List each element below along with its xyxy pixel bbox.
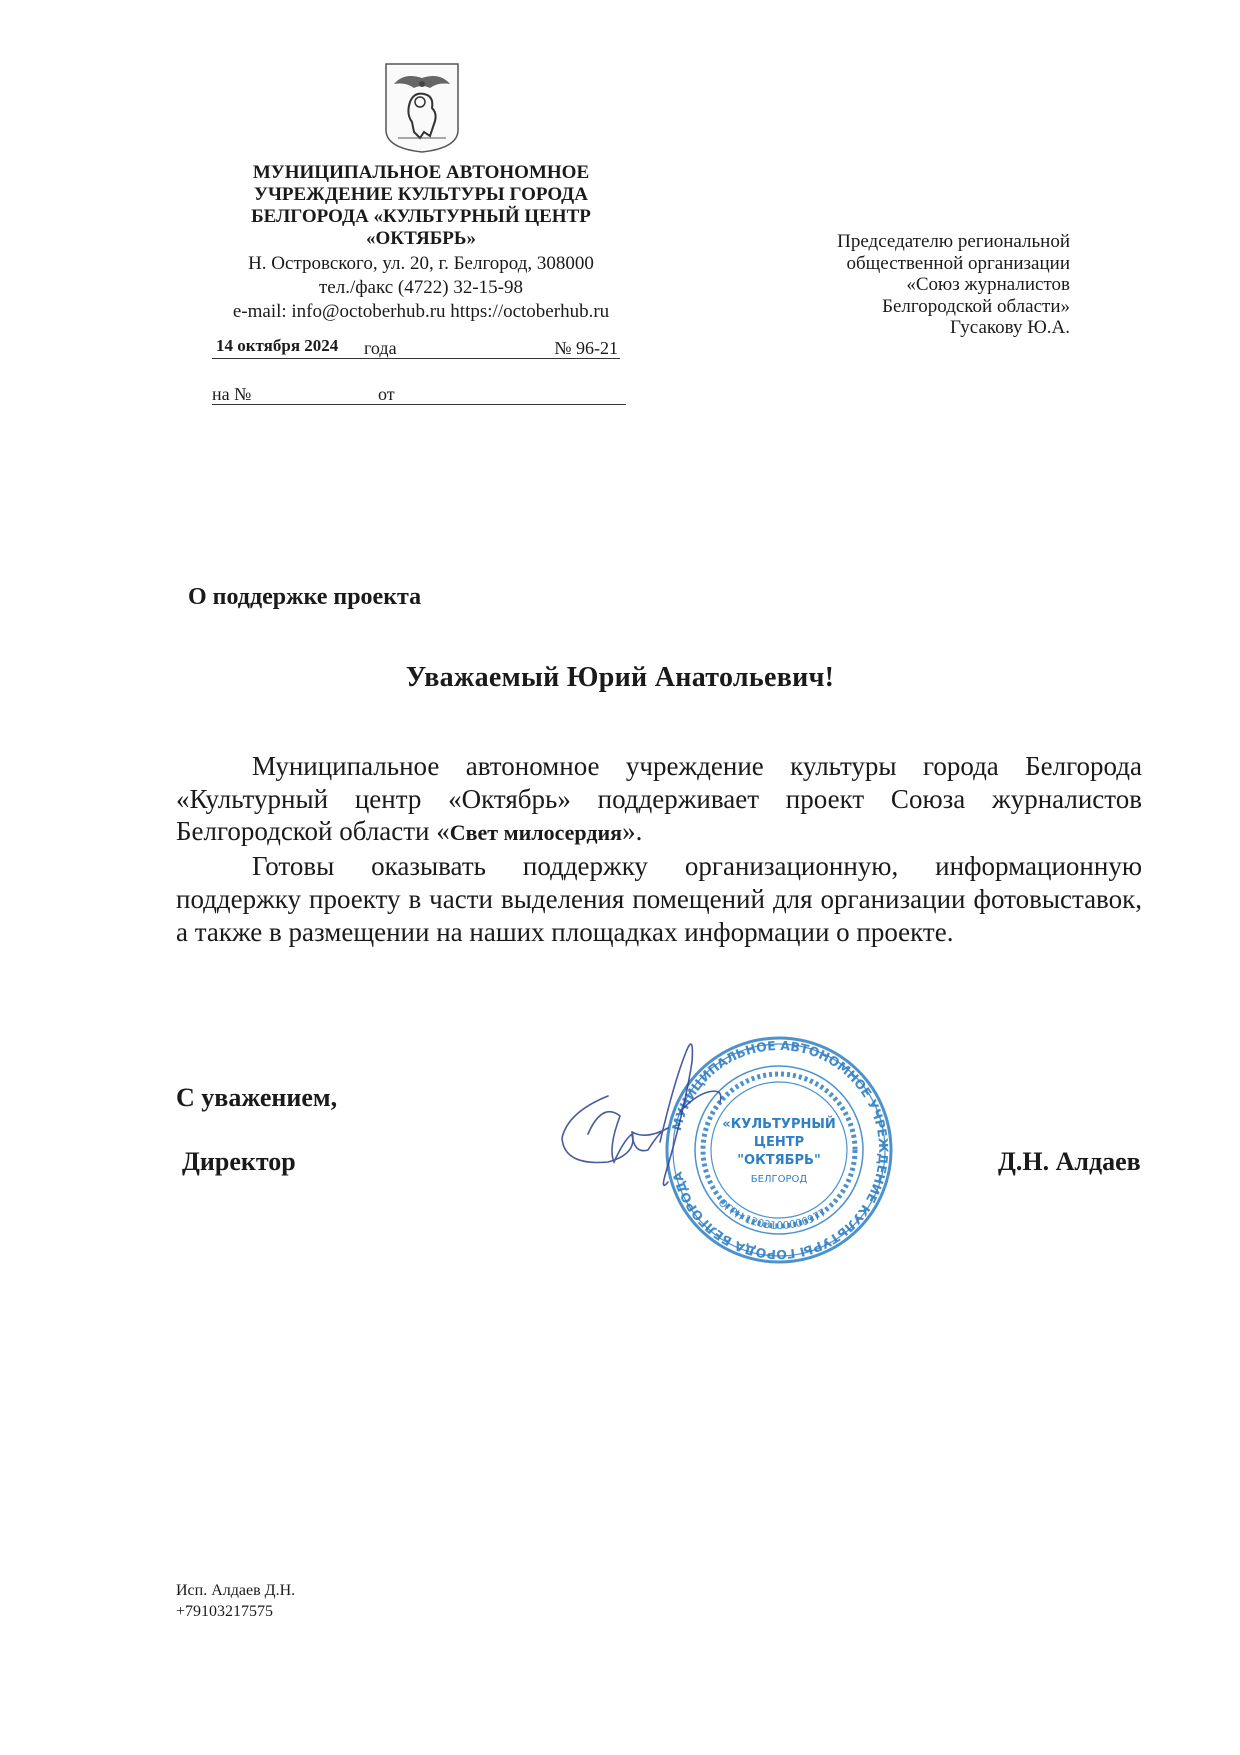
org-name-line: УЧРЕЖДЕНИЕ КУЛЬТУРЫ ГОРОДА — [254, 184, 588, 205]
letter-number: № 96-21 — [554, 338, 618, 358]
letter-subject: О поддержке проекта — [188, 584, 422, 610]
executor-name: Исп. Алдаев Д.Н. — [176, 1582, 296, 1599]
addressee-line: Председателю региональной — [837, 231, 1070, 252]
signature-icon — [548, 1022, 748, 1202]
body-paragraph-1 — [176, 750, 1142, 850]
reference-number-label: на № — [212, 384, 252, 404]
stamp-center-line-3: "ОКТЯБРЬ" — [737, 1153, 821, 1168]
body-p1-text: Муниципальное автономное учреждение культуры города Белгорода «Культурный центр «Октябрь» поддерживает проект Союза журналистов Белгородской области « — [176, 751, 1142, 847]
org-name-line: «ОКТЯБРЬ» — [366, 228, 476, 249]
addressee-line: Белгородской области» — [882, 295, 1070, 317]
project-name: Свет милосердия — [449, 820, 623, 846]
stamp-ogrn: ОГРН 1203100006977 — [715, 1196, 829, 1232]
signatory-position: Директор — [182, 1147, 296, 1176]
org-address: Н. Островского, ул. 20, г. Белгород, 308000 — [248, 253, 594, 274]
salutation: Уважаемый Юрий Анатольевич! — [405, 662, 835, 693]
org-email-web: e-mail: info@octoberhub.ru https://octoberhub.ru — [232, 301, 610, 322]
coat-of-arms-icon — [384, 62, 460, 154]
registration-line — [212, 334, 620, 359]
executor-phone: +79103217575 — [176, 1603, 274, 1620]
letter-date: 14 октября 2024 — [216, 336, 339, 355]
addressee-line: Гусакову Ю.А. — [950, 317, 1070, 338]
org-name-line: БЕЛГОРОДА «КУЛЬТУРНЫЙ ЦЕНТР — [251, 206, 591, 227]
body-p1-end: ». — [622, 816, 643, 847]
stamp-center-line-2: ЦЕНТР — [753, 1135, 805, 1150]
closing-regards: С уважением, — [176, 1083, 338, 1112]
addressee-line: общественной организации — [846, 252, 1070, 274]
addressee-line: «Союз журналистов — [906, 274, 1070, 295]
letter-body — [176, 750, 1142, 948]
stamp-city: БЕЛГОРОД — [750, 1174, 808, 1185]
reference-from-label: от — [378, 384, 395, 404]
addressee — [770, 231, 1070, 339]
stamp-center-line-1: «КУЛЬТУРНЫЙ — [722, 1117, 836, 1132]
stamp-outer-text: МУНИЦИПАЛЬНОЕ АВТОНОМНОЕ УЧРЕЖДЕНИЕ КУЛЬТУРЫ ГОРОДА БЕЛГОРОДА — [668, 1037, 892, 1263]
year-word: года — [364, 338, 397, 358]
org-name-line: МУНИЦИПАЛЬНОЕ АВТОНОМНОЕ — [252, 162, 590, 183]
signatory-name: Д.Н. Алдаев — [998, 1147, 1141, 1176]
body-paragraph-2: Готовы оказывать поддержку организационную, информационную поддержку проекту в части выделения помещений для организации фотовыставок, а также в размещении на наших площадках информации о проекте. — [176, 851, 1142, 947]
letterhead — [200, 162, 642, 324]
city-emblem — [384, 62, 460, 154]
handwritten-signature — [548, 1022, 748, 1202]
org-phone: тел./факс (4722) 32-15-98 — [319, 277, 523, 298]
reference-line — [212, 380, 626, 405]
executor-info — [176, 1580, 295, 1622]
